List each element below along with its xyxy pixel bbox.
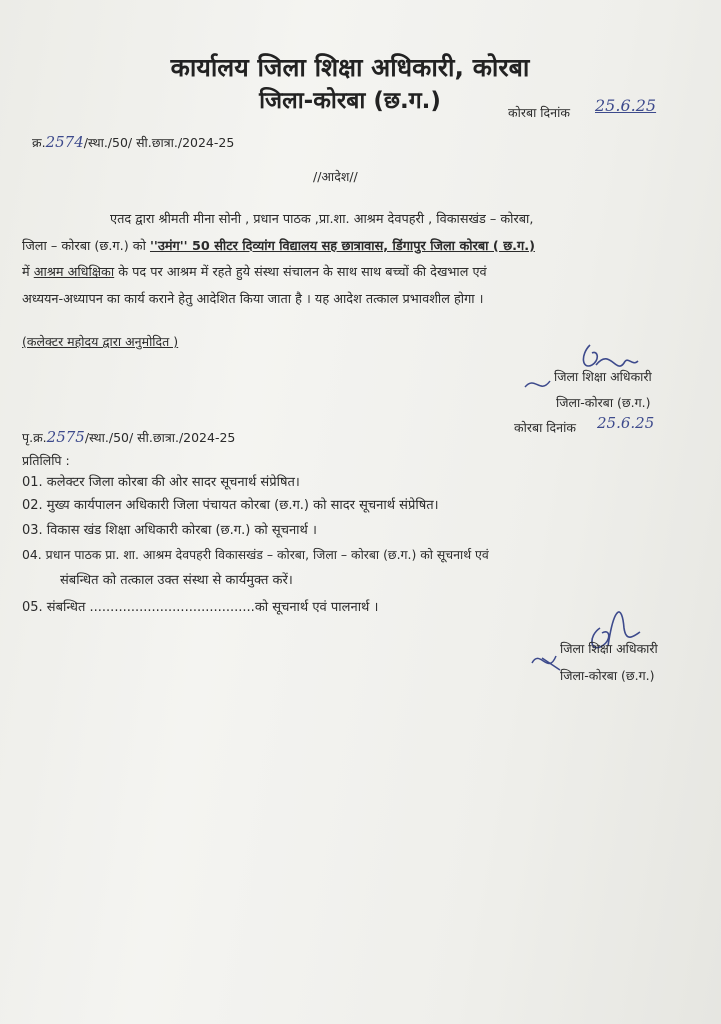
date-handwritten: 25.6.25 <box>595 96 657 115</box>
office-title: कार्यालय जिला शिक्षा अधिकारी, कोरबा <box>170 53 530 82</box>
order-line-4: अध्ययन-अध्यापन का कार्य कराने हेतु आदेशित किया जाता है । यह आदेश तत्काल प्रभावशील होगा । <box>22 291 484 307</box>
signatory-title-1: जिला शिक्षा अधिकारी <box>554 369 652 384</box>
reference-suffix: /स्था./50/ सी.छात्रा./2024-25 <box>83 135 235 150</box>
order-line-3-end: के पद पर आश्रम में रहते हुये संस्था संचालन के साथ साथ बच्चों की देखभाल एवं <box>118 265 487 280</box>
order-body <box>22 207 640 313</box>
endorsement-prefix: पृ.क्र. <box>22 430 47 445</box>
reference-handwritten-number: 2574 <box>45 133 84 151</box>
approval-note: (कलेक्टर महोदय द्वारा अनुमोदित ) <box>22 334 179 349</box>
reference-number <box>32 133 234 151</box>
list-item: 05. संबन्धित ........................................को सूचनार्थ एवं पालनार्थ । <box>22 600 379 615</box>
list-item: 04. प्रधान पाठक प्रा. शा. आश्रम देवपहरी विकासखंड – कोरबा, जिला – कोरबा (छ.ग.) को सूचनार्थ एवं <box>22 547 489 562</box>
date-label: कोरबा दिनांक <box>508 105 570 120</box>
order-line-3-start: में <box>22 265 30 280</box>
list-item: 01. कलेक्टर जिला कोरबा की ओर सादर सूचनार्थ संप्रेषित। <box>22 475 300 490</box>
reference-prefix: क्र. <box>32 135 46 150</box>
sign-date-handwritten: 25.6.25 <box>597 414 655 432</box>
signatory-district-2: जिला-कोरबा (छ.ग.) <box>560 668 655 683</box>
order-line-3-underlined: आश्रम अधिक्षिका <box>33 265 115 280</box>
sign-date-label: कोरबा दिनांक <box>514 420 576 435</box>
copy-label: प्रतिलिपि : <box>22 453 70 468</box>
district-line: जिला-कोरबा (छ.ग.) <box>259 88 441 114</box>
signature-2 <box>530 598 650 678</box>
signatory-title-2: जिला शिक्षा अधिकारी <box>560 641 658 656</box>
order-line-1: एतद द्वारा श्रीमती मीना सोनी , प्रधान पाठक ,प्रा.शा. आश्रम देवपहरी , विकासखंड – कोरबा, <box>110 212 534 227</box>
order-heading: //आदेश// <box>313 169 358 184</box>
order-line-2-start: जिला – कोरबा (छ.ग.) को <box>22 238 146 254</box>
endorsement-handwritten-number: 2575 <box>46 428 85 446</box>
order-line-2-underlined: ''उमंग'' 50 सीटर दिव्यांग विद्यालय सह छात्रावास, डिंगापुर जिला कोरबा ( छ.ग.) <box>149 238 535 254</box>
list-item: संबन्धित को तत्काल उक्त संस्था से कार्यमुक्त करें। <box>60 573 293 588</box>
list-item: 03. विकास खंड शिक्षा अधिकारी कोरबा (छ.ग.) को सूचनार्थ । <box>22 523 317 538</box>
endorsement-number <box>22 428 235 446</box>
list-item: 02. मुख्य कार्यपालन अधिकारी जिला पंचायत कोरबा (छ.ग.) को सादर सूचनार्थ संप्रेषित। <box>22 498 439 513</box>
signatory-district-1: जिला-कोरबा (छ.ग.) <box>556 395 651 410</box>
endorsement-suffix: /स्था./50/ सी.छात्रा./2024-25 <box>84 430 236 445</box>
